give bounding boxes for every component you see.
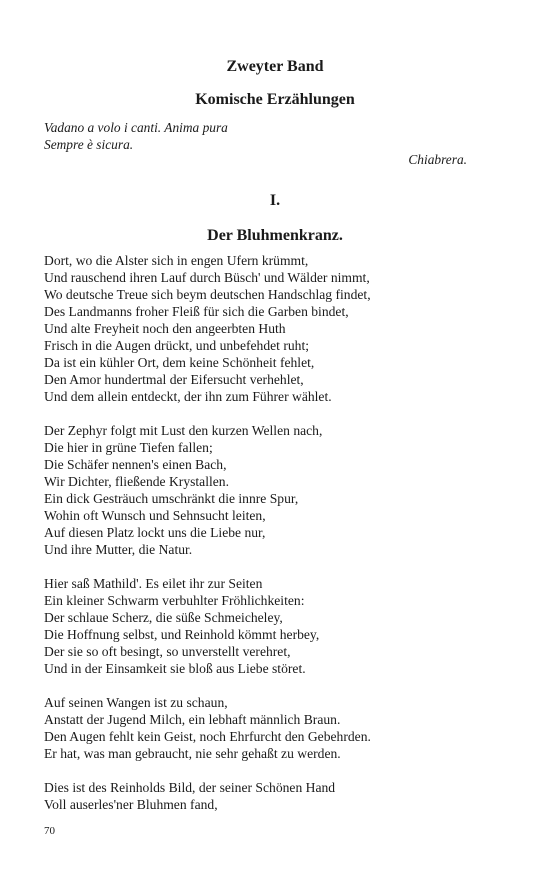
verse-line: Da ist ein kühler Ort, dem keine Schönheit fehlet, <box>44 355 315 370</box>
verse-line: Auf diesen Platz lockt uns die Liebe nur, <box>44 525 266 540</box>
verse-line: Hier saß Mathild'. Es eilet ihr zur Seiten <box>44 576 263 591</box>
verse-line: Den Amor hundertmal der Eifersucht verhehlet, <box>44 372 304 387</box>
epigraph-attribution: Chiabrera. <box>408 152 467 167</box>
verse-line: Die Schäfer nennen's einen Bach, <box>44 457 227 472</box>
section-heading: Komische Erzählungen <box>195 91 355 108</box>
verse-line: Er hat, was man gebraucht, nie sehr gehaßt zu werden. <box>44 746 341 761</box>
epigraph <box>44 119 228 153</box>
verse-line: Und in der Einsamkeit sie bloß aus Liebe störet. <box>44 661 306 676</box>
verse-line: Die Hoffnung selbst, und Reinhold kömmt herbey, <box>44 627 320 642</box>
verse-line: Der Zephyr folgt mit Lust den kurzen Wellen nach, <box>44 423 323 438</box>
epigraph-line: Sempre è sicura. <box>44 137 134 152</box>
verse-line: Ein dick Gesträuch umschränkt die innre Spur, <box>44 491 299 506</box>
verse-line: Ein kleiner Schwarm verbuhlter Fröhlichkeiten: <box>44 593 305 608</box>
verse-line: Wo deutsche Treue sich beym deutschen Handschlag findet, <box>44 287 371 302</box>
verse-line: Und rauschend ihren Lauf durch Büsch' und Wälder nimmt, <box>44 270 370 285</box>
page-number: 70 <box>44 825 55 837</box>
verse-line: Der schlaue Scherz, die süße Schmeicheley, <box>44 610 283 625</box>
stanza <box>44 422 514 558</box>
verse-line: Dort, wo die Alster sich in engen Ufern krümmt, <box>44 253 309 268</box>
verse-line: Den Augen fehlt kein Geist, noch Ehrfurcht den Gebehrden. <box>44 729 371 744</box>
verse-line: Dies ist des Reinholds Bild, der seiner Schönen Hand <box>44 780 336 795</box>
verse-line: Frisch in die Augen drückt, und unbefehdet ruht; <box>44 338 310 353</box>
verse-line: Der sie so oft besingt, so unverstellt verehret, <box>44 644 291 659</box>
verse-line: Und alte Freyheit noch den angeerbten Huth <box>44 321 286 336</box>
poem-number: I. <box>269 192 281 209</box>
verse-line: Des Landmanns froher Fleiß für sich die Garben bindet, <box>44 304 349 319</box>
verse-line: Voll auserles'ner Bluhmen fand, <box>44 797 218 812</box>
poem-body <box>44 252 514 830</box>
verse-line: Auf seinen Wangen ist zu schaun, <box>44 695 228 710</box>
verse-line: Die hier in grüne Tiefen fallen; <box>44 440 213 455</box>
stanza <box>44 694 514 762</box>
verse-line: Und dem allein entdeckt, der ihn zum Führer wählet. <box>44 389 332 404</box>
verse-line: Und ihre Mutter, die Natur. <box>44 542 193 557</box>
verse-line: Anstatt der Jugend Milch, ein lebhaft männlich Braun. <box>44 712 341 727</box>
stanza <box>44 252 514 405</box>
verse-line: Wir Dichter, fließende Krystallen. <box>44 474 229 489</box>
volume-heading: Zweyter Band <box>226 58 324 75</box>
epigraph-line: Vadano a volo i canti. Anima pura <box>44 120 228 135</box>
verse-line: Wohin oft Wunsch und Sehnsucht leiten, <box>44 508 266 523</box>
stanza <box>44 575 514 677</box>
poem-title: Der Bluhmenkranz. <box>207 227 343 244</box>
stanza <box>44 779 514 813</box>
